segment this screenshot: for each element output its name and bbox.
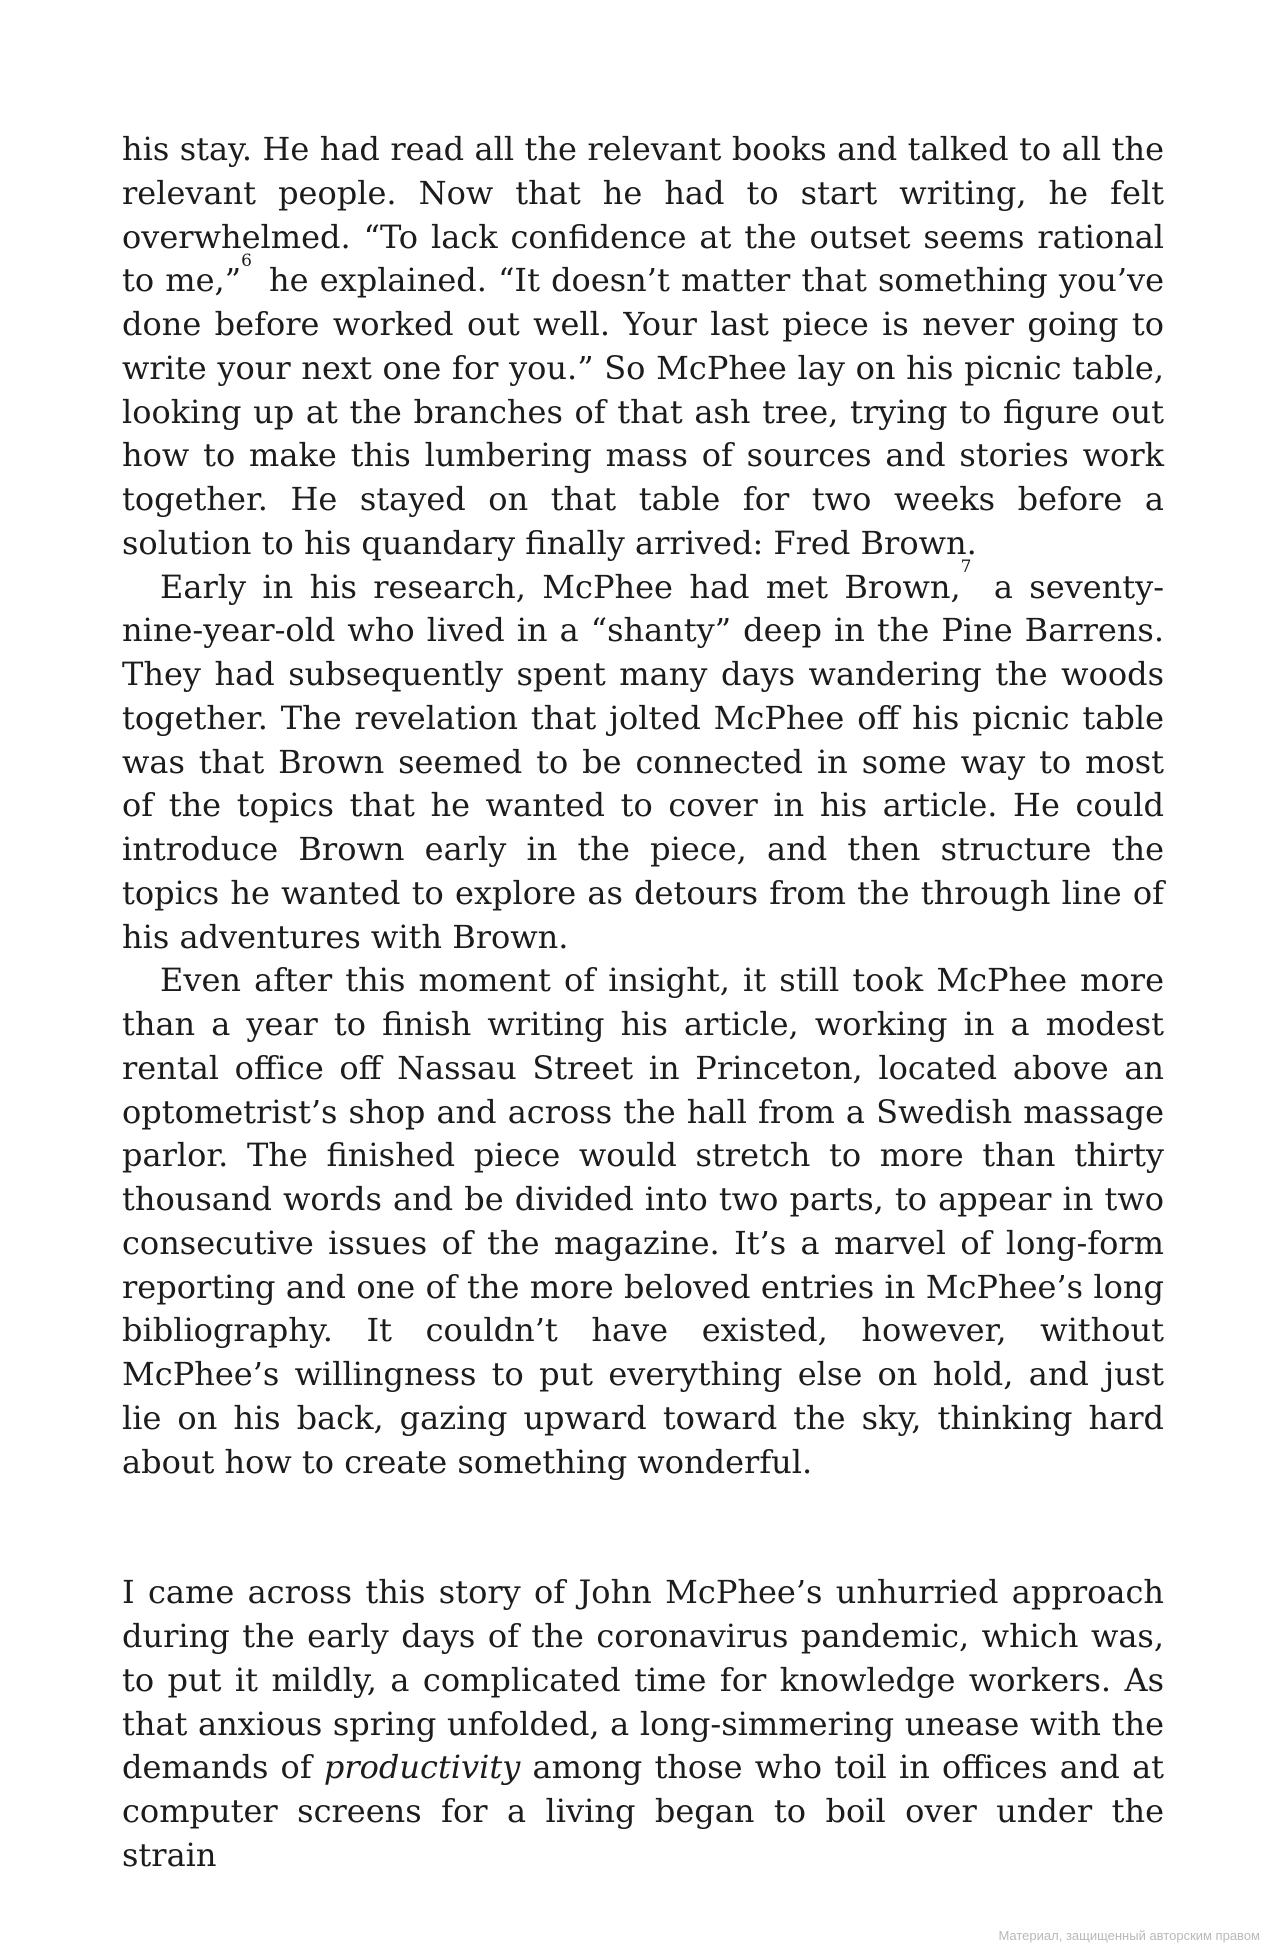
paragraph-3: Even after this moment of insight, it still took McPhee more than a year to finish writing his article, working in a modest rental office off Nassau Street in Princeton, located above an optometrist’s shop and across the hall from a Swedish massage parlor. The finished piece would stretch to more than thirty thousand words and be divided into two parts, to appear in two consecutive issues of the magazine. It’s a marvel of long-form reporting and one of the more beloved entries in McPhee’s long bibliography. It couldn’t have existed, however, without McPhee’s willingness to put everything else on hold, and just lie on his back, gazing upward toward the sky, thinking hard about how to create something wonderful. (122, 961, 1164, 1481)
paragraph-2-text-a: Early in his research, McPhee had met Brown, (160, 567, 961, 606)
emphasized-word: productivity (323, 1748, 521, 1787)
page-body-text (122, 128, 1164, 1878)
paragraph-1-text-b: he explained. “It doesn’t matter that something you’ve done before worked out well. Your last piece is never going to write your next one for you.” So McPhee lay on his picnic table, looking up at the branches of that ash tree, trying to figure out how to make this lumbering mass of sources and stories work together. He stayed on that table for two weeks before a solution to his quandary finally arrived: Fred Brown. (122, 261, 1165, 562)
paragraph-4 (122, 1571, 1164, 1877)
footnote-marker-7: 7 (960, 556, 972, 577)
footnote-marker-6: 6 (241, 250, 252, 271)
paragraph-1-text-a: his stay. He had read all the relevant books and talked to all the relevant people. Now that he had to start writing, he felt overwhelmed. “To lack confidence at the outset seems rational to me,” (122, 130, 1164, 300)
paragraph-2 (122, 556, 1165, 960)
paragraph-4-text-b: among those who toil in offices and at computer screens for a living began to boil over under the strain (122, 1748, 1165, 1874)
paragraph-4-text-a: I came across this story of John McPhee’s unhurried approach during the early days of the coronavirus pandemic, which was, to put it mildly, a complicated time for knowledge workers. As that anxious spring unfolded, a long-simmering unease with the demands of (122, 1573, 1164, 1787)
copyright-watermark: Материал, защищенный авторским правом (998, 1928, 1260, 1943)
section-break (122, 1484, 1164, 1571)
paragraph-1 (122, 128, 1164, 566)
paragraph-2-text-b: a seventy-nine-year-old who lived in a “shanty” deep in the Pine Barrens. They had subsequently spent many days wandering the woods together. The revelation that jolted McPhee off his picnic table was that Brown seemed to be connected in some way to most of the topics that he wanted to cover in his article. He could introduce Brown early in the piece, and then structure the topics he wanted to explore as detours from the through line of his adventures with Brown. (122, 567, 1165, 956)
